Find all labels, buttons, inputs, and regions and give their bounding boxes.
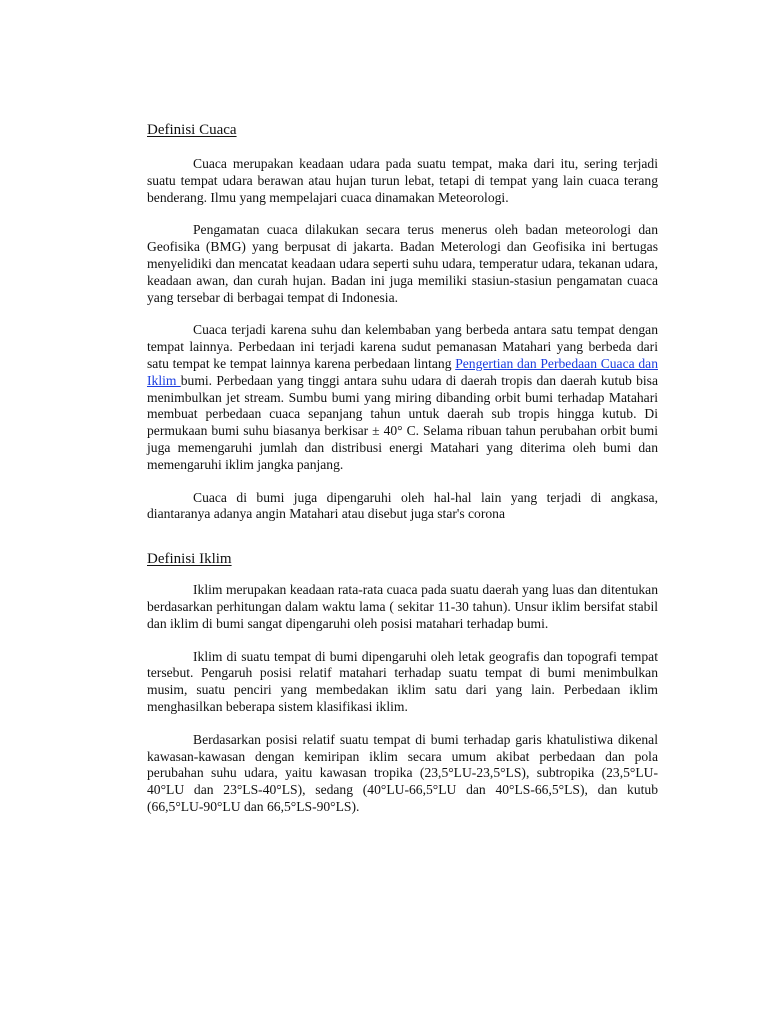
paragraph-cuaca-3 [147, 322, 658, 473]
paragraph-iklim-2: Iklim di suatu tempat di bumi dipengaruhi oleh letak geografis dan topografi tempat tersebut. Pengaruh posisi relatif matahari terhadap suatu tempat di bumi menimbulkan musim, suatu penciri yang membedakan iklim satu dari yang lain. Perbedaan iklim menghasilkan beberapa sistem klasifikasi iklim. [147, 648, 658, 714]
section-title-iklim: Definisi Iklim [147, 551, 232, 568]
paragraph-cuaca-3-text-before: Cuaca terjadi karena suhu dan kelembaban yang berbeda antara satu tempat dengan tempat lainnya. Perbedaan ini terjadi karena sudut pemanasan Matahari yang berbeda dari satu tempat ke tempat lainnya karena perbedaan lintang [147, 322, 658, 371]
paragraph-cuaca-2: Pengamatan cuaca dilakukan secara terus menerus oleh badan meteorologi dan Geofisika (BMG) yang berpusat di jakarta. Badan Meterologi dan Geofisika ini bertugas menyelidiki dan mencatat keadaan udara seperti suhu udara, temperatur udara, tekanan udara, keadaan awan, dan curah hujan. Badan ini juga memiliki stasiun-stasiun pengamatan cuaca yang tersebar di berbagai tempat di Indonesia. [147, 222, 658, 305]
document-page [147, 120, 658, 816]
paragraph-iklim-1: Iklim merupakan keadaan rata-rata cuaca pada suatu daerah yang luas dan ditentukan berdasarkan perhitungan dalam waktu lama ( sekitar 11-30 tahun). Unsur iklim bersifat stabil dan iklim di bumi sangat dipengaruhi oleh posisi matahari terhadap bumi. [147, 582, 658, 631]
paragraph-cuaca-4: Cuaca di bumi juga dipengaruhi oleh hal-hal lain yang terjadi di angkasa, diantaranya adanya angin Matahari atau disebut juga star's corona [147, 489, 658, 522]
link-pengertian-cuaca-iklim[interactable]: Pengertian dan Perbedaan Cuaca dan Iklim [147, 355, 658, 388]
section-title-cuaca: Definisi Cuaca [147, 122, 237, 138]
paragraph-iklim-3: Berdasarkan posisi relatif suatu tempat di bumi terhadap garis khatulistiwa dikenal kawasan-kawasan dengan kemiripan iklim secara umum akibat perbedaan dan pola perubahan suhu udara, yaitu kawasan tropika (23,5°LU-23,5°LS), subtropika (23,5°LU-40°LU dan 23°LS-40°LS), sedang (40°LU-66,5°LU dan 40°LS-66,5°LS), dan kutub (66,5°LU-90°LU dan 66,5°LS-90°LS). [147, 731, 658, 814]
paragraph-cuaca-1: Cuaca merupakan keadaan udara pada suatu tempat, maka dari itu, sering terjadi suatu tempat udara berawan atau hujan turun lebat, tetapi di tempat yang lain cuaca terang benderang. Ilmu yang mempelajari cuaca dinamakan Meteorologi. [147, 156, 658, 205]
paragraph-cuaca-3-text-after: bumi. Perbedaan yang tinggi antara suhu udara di daerah tropis dan daerah kutub bisa menimbulkan jet stream. Sumbu bumi yang miring dibanding orbit bumi terhadap Matahari membuat perbedaan cuaca sepanjang tahun untuk daerah sub tropis hingga kutub. Di permukaan bumi suhu biasanya berkisar ± 40° C. Selama ribuan tahun perubahan orbit bumi juga memengaruhi jumlah dan distribusi energi Matahari yang diterima oleh bumi dan memengaruhi iklim jangka panjang. [147, 372, 658, 472]
